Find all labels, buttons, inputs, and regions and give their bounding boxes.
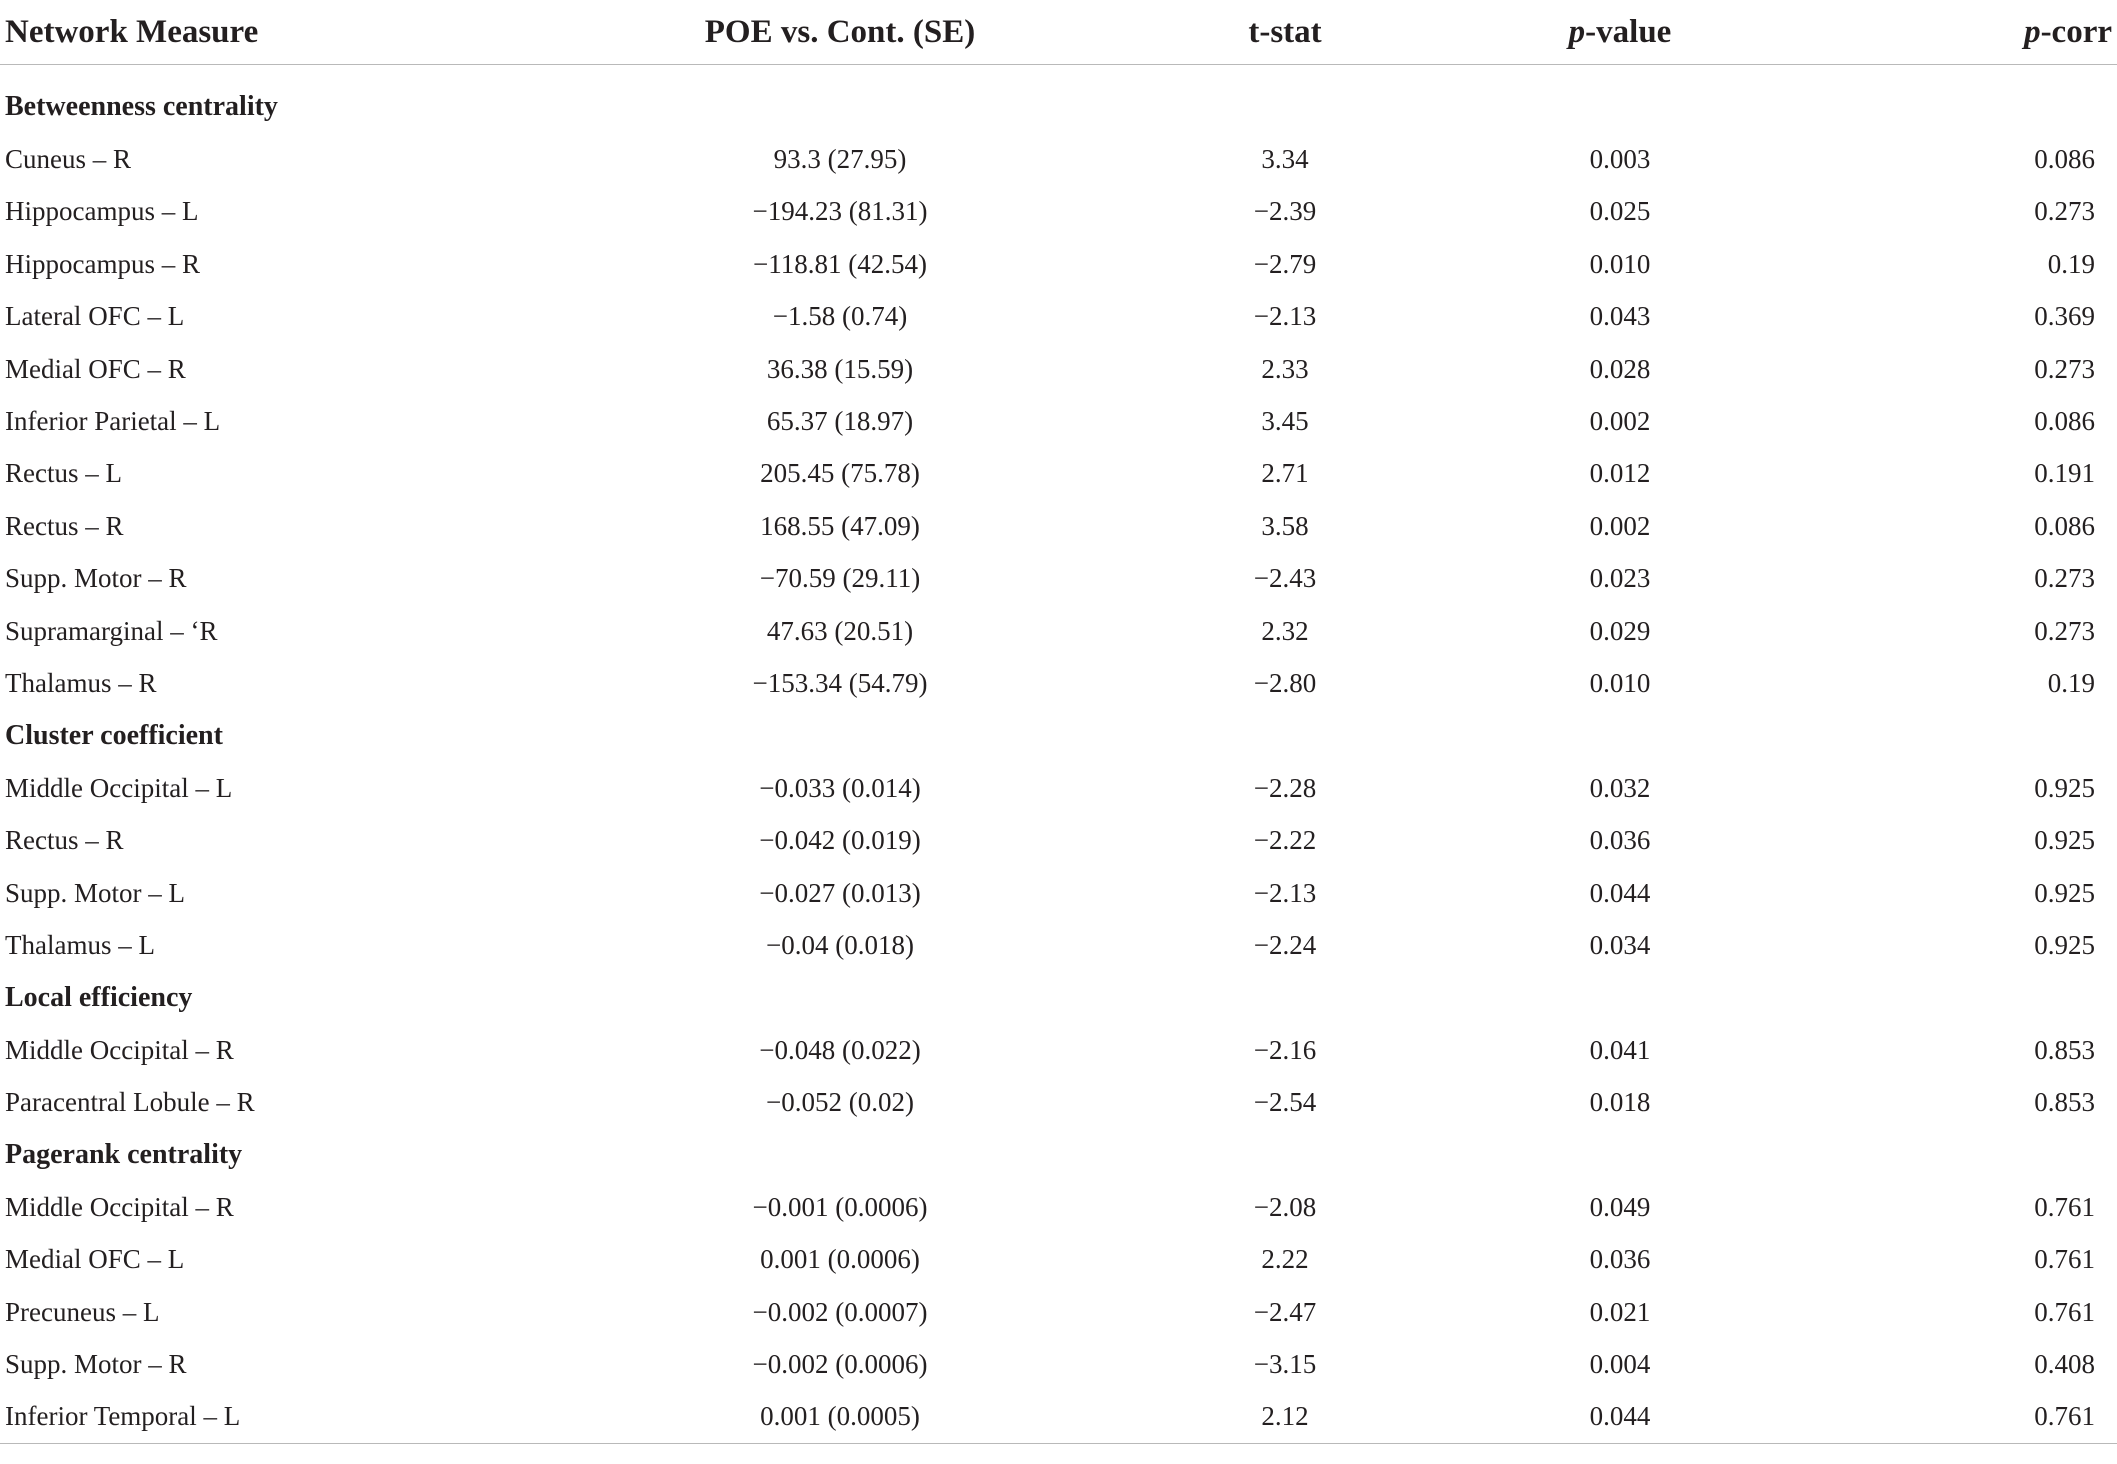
table-row [0, 605, 2117, 657]
cell-poe-vs-cont: 168.55 (47.09) [760, 510, 920, 541]
spacer-cell [0, 65, 2117, 82]
table-row [0, 395, 2117, 447]
header-p-value-italic: p [1568, 13, 1586, 50]
cell-region: Supp. Motor – R [5, 1349, 187, 1380]
cell-p-value: 0.044 [1450, 1391, 1790, 1444]
cell-t-stat: −2.47 [1253, 1296, 1317, 1327]
group-title: Local efficiency [5, 981, 193, 1013]
cell-p-corr: 0.191 [2034, 458, 2095, 489]
table-row [0, 238, 2117, 290]
cell-p-corr: 0.853 [2034, 1034, 2095, 1065]
cell-p-value: 0.034 [1589, 929, 1651, 960]
cell-p-value: 0.023 [1589, 563, 1651, 594]
cell-region: Rectus – R [5, 825, 124, 856]
table-row [0, 1286, 2117, 1338]
table-row [0, 1181, 2117, 1233]
cell-region: Rectus – R [5, 510, 124, 541]
cell-p-value: 0.032 [1589, 772, 1651, 803]
cell-poe-vs-cont: −0.002 (0.0007) [752, 1296, 928, 1327]
cell-p-value: 0.043 [1589, 301, 1651, 332]
cell-p-value: 0.004 [1589, 1349, 1651, 1380]
cell-p-value: 0.025 [1589, 196, 1651, 227]
cell-t-stat: 2.12 [1120, 1391, 1450, 1444]
cell-poe-vs-cont: −0.04 (0.018) [766, 929, 914, 960]
cell-poe-vs-cont: −1.58 (0.74) [772, 301, 908, 332]
cell-poe-vs-cont: 205.45 (75.78) [760, 458, 920, 489]
cell-poe-vs-cont: −0.048 (0.022) [759, 1034, 921, 1065]
cell-poe-vs-cont: −0.002 (0.0006) [752, 1349, 928, 1380]
cell-region: Middle Occipital – L [5, 772, 233, 803]
cell-p-corr: 0.761 [1790, 1391, 2117, 1444]
cell-t-stat: 3.45 [1261, 406, 1309, 437]
group-header-row [0, 710, 2117, 762]
cell-p-corr: 0.925 [2034, 772, 2095, 803]
cell-poe-vs-cont: −70.59 (29.11) [759, 563, 921, 594]
cell-poe-vs-cont: −153.34 (54.79) [752, 667, 928, 698]
cell-p-value: 0.003 [1589, 144, 1651, 175]
cell-region: Thalamus – L [5, 929, 155, 960]
cell-t-stat: −3.15 [1253, 1349, 1317, 1380]
cell-t-stat: −2.80 [1253, 667, 1317, 698]
cell-poe-vs-cont: 93.3 (27.95) [773, 144, 907, 175]
table-row [0, 814, 2117, 866]
cell-p-corr: 0.369 [2034, 301, 2095, 332]
cell-p-corr: 0.853 [2034, 1087, 2095, 1118]
cell-p-corr: 0.086 [2034, 144, 2095, 175]
cell-t-stat: 3.34 [1261, 144, 1309, 175]
cell-region: Supp. Motor – L [5, 877, 186, 908]
table-row [0, 448, 2117, 500]
cell-poe-vs-cont: −0.027 (0.013) [759, 877, 921, 908]
header-poe-vs-cont: POE vs. Cont. (SE) [560, 0, 1120, 65]
cell-p-value: 0.044 [1589, 877, 1651, 908]
group-header-row [0, 1129, 2117, 1181]
cell-t-stat: −2.28 [1253, 772, 1317, 803]
cell-p-value: 0.012 [1589, 458, 1651, 489]
cell-poe-vs-cont: 36.38 (15.59) [766, 353, 914, 384]
cell-poe-vs-cont: 0.001 (0.0005) [560, 1391, 1120, 1444]
table-row [0, 657, 2117, 709]
table-body [0, 65, 2117, 1444]
cell-t-stat: −2.13 [1253, 301, 1317, 332]
cell-p-value: 0.036 [1589, 825, 1651, 856]
cell-poe-vs-cont: 47.63 (20.51) [766, 615, 914, 646]
cell-poe-vs-cont: −118.81 (42.54) [753, 248, 927, 279]
table-row [0, 867, 2117, 919]
cell-t-stat: −2.43 [1253, 563, 1317, 594]
header-network-measure: Network Measure [0, 0, 560, 65]
header-p-value-rest: -value [1585, 13, 1672, 50]
cell-poe-vs-cont: −0.033 (0.014) [759, 772, 921, 803]
cell-t-stat: −2.39 [1253, 196, 1317, 227]
cell-t-stat: 2.22 [1261, 1244, 1309, 1275]
cell-p-value: 0.018 [1589, 1087, 1651, 1118]
header-p-value [1450, 0, 1790, 65]
cell-poe-vs-cont: −0.001 (0.0006) [752, 1191, 928, 1222]
cell-p-corr: 0.925 [2034, 929, 2095, 960]
header-p-corr [1790, 0, 2117, 65]
cell-p-corr: 0.086 [2034, 406, 2095, 437]
cell-region: Supp. Motor – R [5, 563, 187, 594]
cell-region: Rectus – L [5, 458, 122, 489]
cell-t-stat: −2.24 [1253, 929, 1317, 960]
table-row [0, 186, 2117, 238]
cell-p-corr: 0.761 [2034, 1244, 2095, 1275]
table-row [0, 1338, 2117, 1390]
header-row [0, 0, 2117, 65]
cell-poe-vs-cont: 0.001 (0.0006) [760, 1244, 920, 1275]
cell-t-stat: −2.16 [1253, 1034, 1317, 1065]
header-p-corr-rest: -corr [2040, 13, 2112, 50]
cell-p-corr: 0.761 [2034, 1191, 2095, 1222]
cell-p-value: 0.010 [1589, 667, 1651, 698]
table-row [0, 1024, 2117, 1076]
cell-p-corr: 0.086 [2034, 510, 2095, 541]
cell-p-value: 0.049 [1589, 1191, 1651, 1222]
cell-poe-vs-cont: −0.042 (0.019) [759, 825, 921, 856]
cell-p-corr: 0.19 [2047, 248, 2095, 279]
cell-region: Supramarginal – ‘R [5, 615, 218, 646]
cell-poe-vs-cont: −0.052 (0.02) [766, 1087, 914, 1118]
cell-p-value: 0.002 [1589, 406, 1651, 437]
table-row [0, 1076, 2117, 1128]
cell-p-value: 0.041 [1589, 1034, 1651, 1065]
cell-t-stat: −2.13 [1253, 877, 1317, 908]
cell-region: Thalamus – R [5, 667, 157, 698]
cell-region: Precuneus – L [5, 1296, 160, 1327]
table-row [0, 1234, 2117, 1286]
cell-region: Medial OFC – L [5, 1244, 185, 1275]
table-row [0, 343, 2117, 395]
cell-p-corr: 0.19 [2047, 667, 2095, 698]
header-p-corr-italic: p [2024, 13, 2041, 50]
cell-region: Lateral OFC – L [5, 301, 185, 332]
cell-region: Medial OFC – R [5, 353, 186, 384]
cell-p-corr: 0.273 [2034, 196, 2095, 227]
table-header [0, 0, 2117, 65]
table-row [0, 919, 2117, 971]
cell-poe-vs-cont: −194.23 (81.31) [752, 196, 928, 227]
group-header-row [0, 81, 2117, 133]
group-title: Betweenness centrality [5, 91, 278, 123]
cell-region: Inferior Temporal – L [0, 1391, 560, 1444]
group-header-row [0, 972, 2117, 1024]
cell-p-corr: 0.925 [2034, 877, 2095, 908]
cell-p-corr: 0.761 [2034, 1296, 2095, 1327]
cell-p-value: 0.002 [1589, 510, 1651, 541]
cell-t-stat: −2.08 [1253, 1191, 1317, 1222]
cell-p-value: 0.010 [1589, 248, 1651, 279]
cell-region: Inferior Parietal – L [5, 406, 221, 437]
cell-t-stat: 2.71 [1261, 458, 1309, 489]
cell-p-value: 0.028 [1589, 353, 1651, 384]
table-row [0, 291, 2117, 343]
cell-t-stat: 2.32 [1261, 615, 1309, 646]
cell-t-stat: −2.79 [1253, 248, 1317, 279]
cell-p-corr: 0.925 [2034, 825, 2095, 856]
header-spacer-row [0, 65, 2117, 82]
cell-region: Paracentral Lobule – R [5, 1087, 255, 1118]
cell-region: Hippocampus – L [5, 196, 199, 227]
cell-p-value: 0.021 [1589, 1296, 1651, 1327]
group-title: Cluster coefficient [5, 719, 223, 751]
cell-p-corr: 0.408 [2034, 1349, 2095, 1380]
table-row [0, 1391, 2117, 1444]
cell-p-corr: 0.273 [2034, 615, 2095, 646]
table-row [0, 553, 2117, 605]
table-row [0, 500, 2117, 552]
cell-region: Cuneus – R [5, 144, 132, 175]
cell-t-stat: 3.58 [1261, 510, 1309, 541]
table-row [0, 762, 2117, 814]
cell-poe-vs-cont: 65.37 (18.97) [766, 406, 914, 437]
cell-region: Hippocampus – R [5, 248, 200, 279]
table-row [0, 133, 2117, 185]
cell-t-stat: −2.54 [1253, 1087, 1317, 1118]
cell-p-corr: 0.273 [2034, 563, 2095, 594]
cell-t-stat: 2.33 [1261, 353, 1309, 384]
header-t-stat: t-stat [1120, 0, 1450, 65]
cell-p-value: 0.036 [1589, 1244, 1651, 1275]
cell-t-stat: −2.22 [1253, 825, 1317, 856]
cell-region: Middle Occipital – R [5, 1034, 234, 1065]
cell-p-corr: 0.273 [2034, 353, 2095, 384]
group-title: Pagerank centrality [5, 1139, 243, 1170]
cell-region: Middle Occipital – R [5, 1191, 234, 1222]
cell-p-value: 0.029 [1589, 615, 1651, 646]
